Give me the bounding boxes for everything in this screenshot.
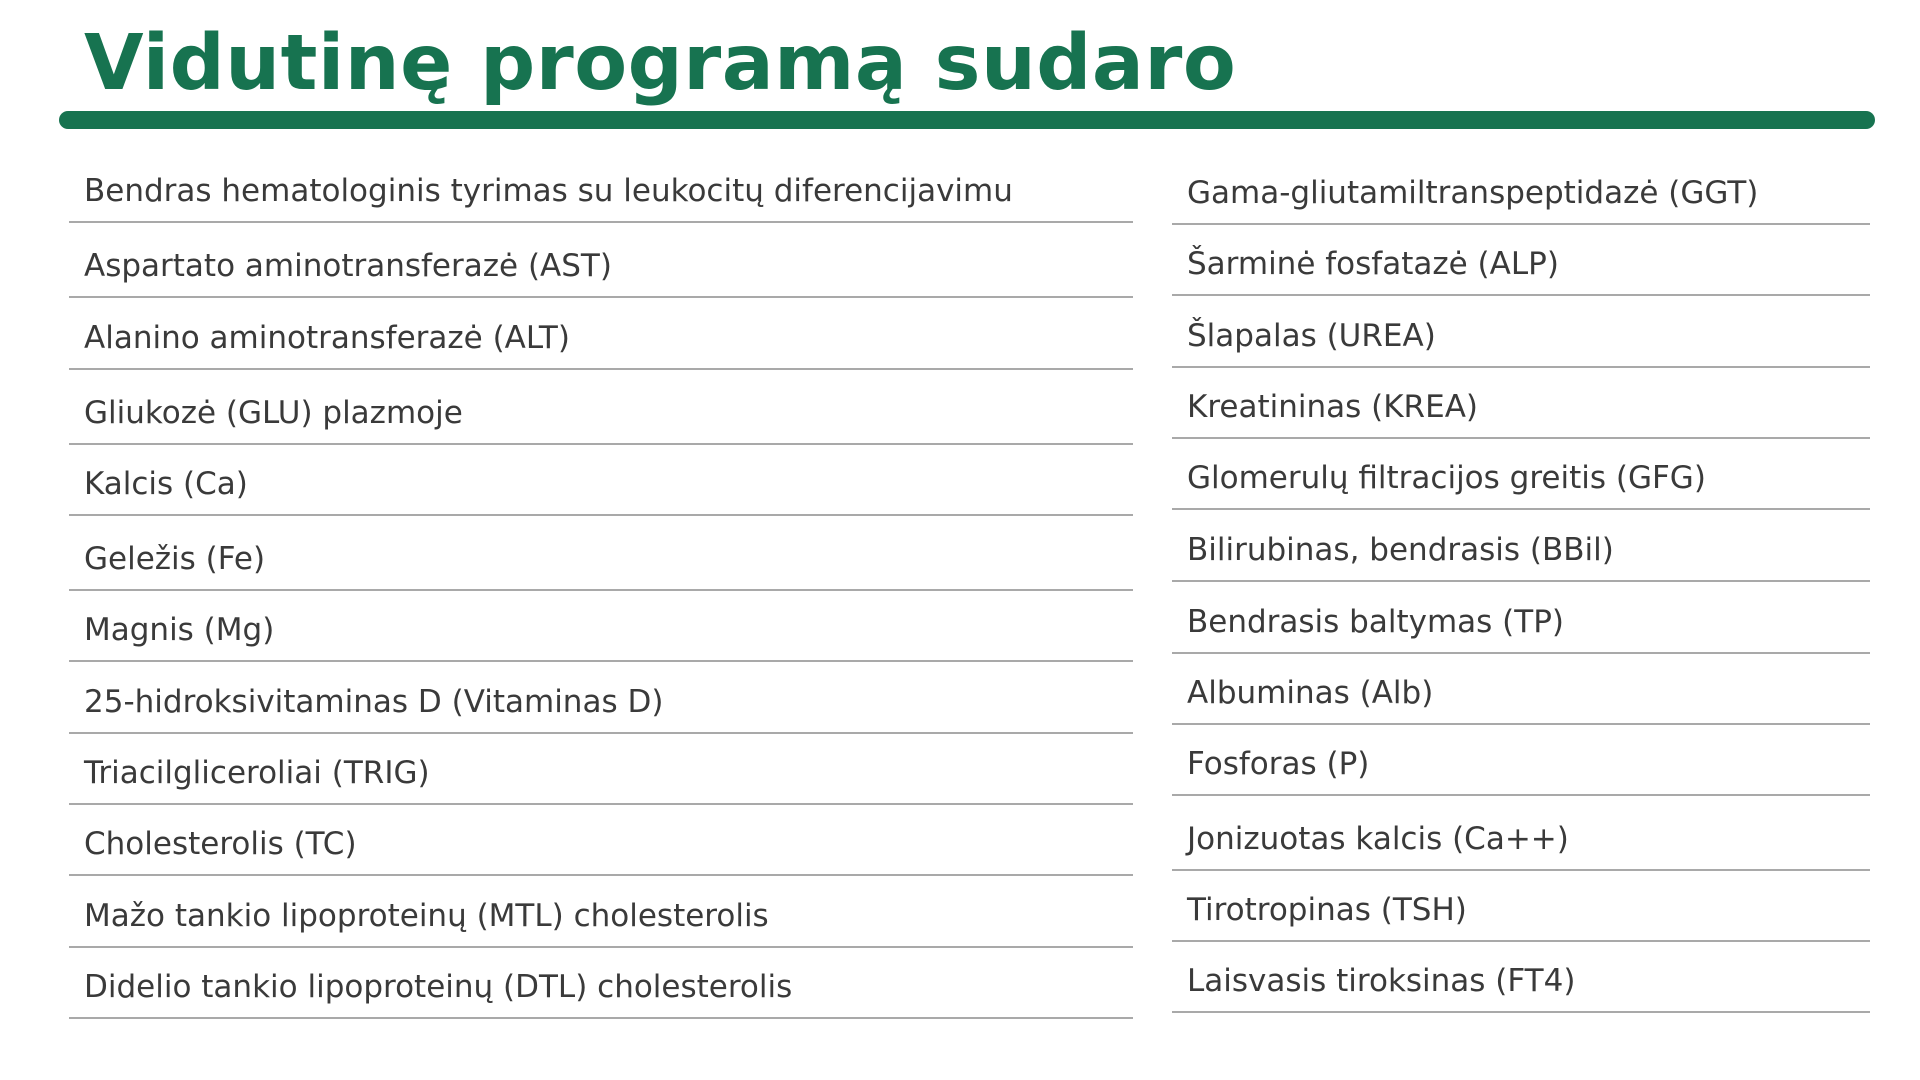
- test-name: Didelio tankio lipoproteinų (DTL) cholesterolis: [84, 969, 793, 1005]
- test-list-item: [1172, 296, 1870, 368]
- test-name: Tirotropinas (TSH): [1187, 892, 1467, 928]
- test-list-item: [69, 948, 1133, 1019]
- test-list-item: [1172, 510, 1870, 582]
- test-name: Gama-gliutamiltranspeptidazė (GGT): [1187, 175, 1759, 211]
- test-list-item: [69, 734, 1133, 805]
- test-name: Magnis (Mg): [84, 612, 275, 648]
- test-name: Fosforas (P): [1187, 746, 1370, 782]
- test-name: Jonizuotas kalcis (Ca++): [1187, 821, 1569, 857]
- left-test-list: [69, 153, 1133, 1019]
- test-list-item: [69, 591, 1133, 662]
- test-name: Gliukozė (GLU) plazmoje: [84, 395, 463, 431]
- test-list-item: [69, 298, 1133, 370]
- test-name: Šlapalas (UREA): [1187, 318, 1436, 354]
- test-list-item: [69, 445, 1133, 516]
- test-name: Glomerulų filtracijos greitis (GFG): [1187, 460, 1706, 496]
- test-list-item: [1172, 796, 1870, 871]
- test-name: Mažo tankio lipoproteinų (MTL) cholesterolis: [84, 898, 769, 934]
- test-name: Šarminė fosfatazė (ALP): [1187, 246, 1559, 282]
- test-name: Bendras hematologinis tyrimas su leukocitų diferencijavimu: [84, 173, 1013, 209]
- test-name: Cholesterolis (TC): [84, 826, 357, 862]
- test-list-item: [1172, 439, 1870, 510]
- test-name: Aspartato aminotransferazė (AST): [84, 248, 612, 284]
- test-list-item: [69, 662, 1133, 734]
- test-list-item: [69, 516, 1133, 591]
- test-name: Albuminas (Alb): [1187, 675, 1434, 711]
- test-list-item: [69, 805, 1133, 876]
- test-name: Laisvasis tiroksinas (FT4): [1187, 963, 1576, 999]
- test-list-item: [69, 370, 1133, 445]
- test-list-item: [1172, 654, 1870, 725]
- test-list-item: [1172, 368, 1870, 439]
- test-name: Geležis (Fe): [84, 541, 266, 577]
- test-list-item: [1172, 942, 1870, 1013]
- test-name: 25-hidroksivitaminas D (Vitaminas D): [84, 684, 664, 720]
- test-list-item: [1172, 725, 1870, 796]
- page-title: Vidutinę programą sudaro: [84, 19, 1237, 108]
- test-list-item: [1172, 582, 1870, 654]
- test-name: Bendrasis baltymas (TP): [1187, 604, 1564, 640]
- test-list-item: [1172, 153, 1870, 225]
- test-name: Bilirubinas, bendrasis (BBil): [1187, 532, 1614, 568]
- test-list-item: [69, 153, 1133, 223]
- title-underline: [59, 111, 1875, 129]
- test-list-item: [1172, 871, 1870, 942]
- test-name: Kreatininas (KREA): [1187, 389, 1478, 425]
- test-name: Alanino aminotransferazė (ALT): [84, 320, 570, 356]
- test-list-item: [69, 223, 1133, 298]
- test-name: Triacilgliceroliai (TRIG): [84, 755, 430, 791]
- test-list-item: [69, 876, 1133, 948]
- test-list-item: [1172, 225, 1870, 296]
- right-test-list: [1172, 153, 1870, 1013]
- test-name: Kalcis (Ca): [84, 466, 248, 502]
